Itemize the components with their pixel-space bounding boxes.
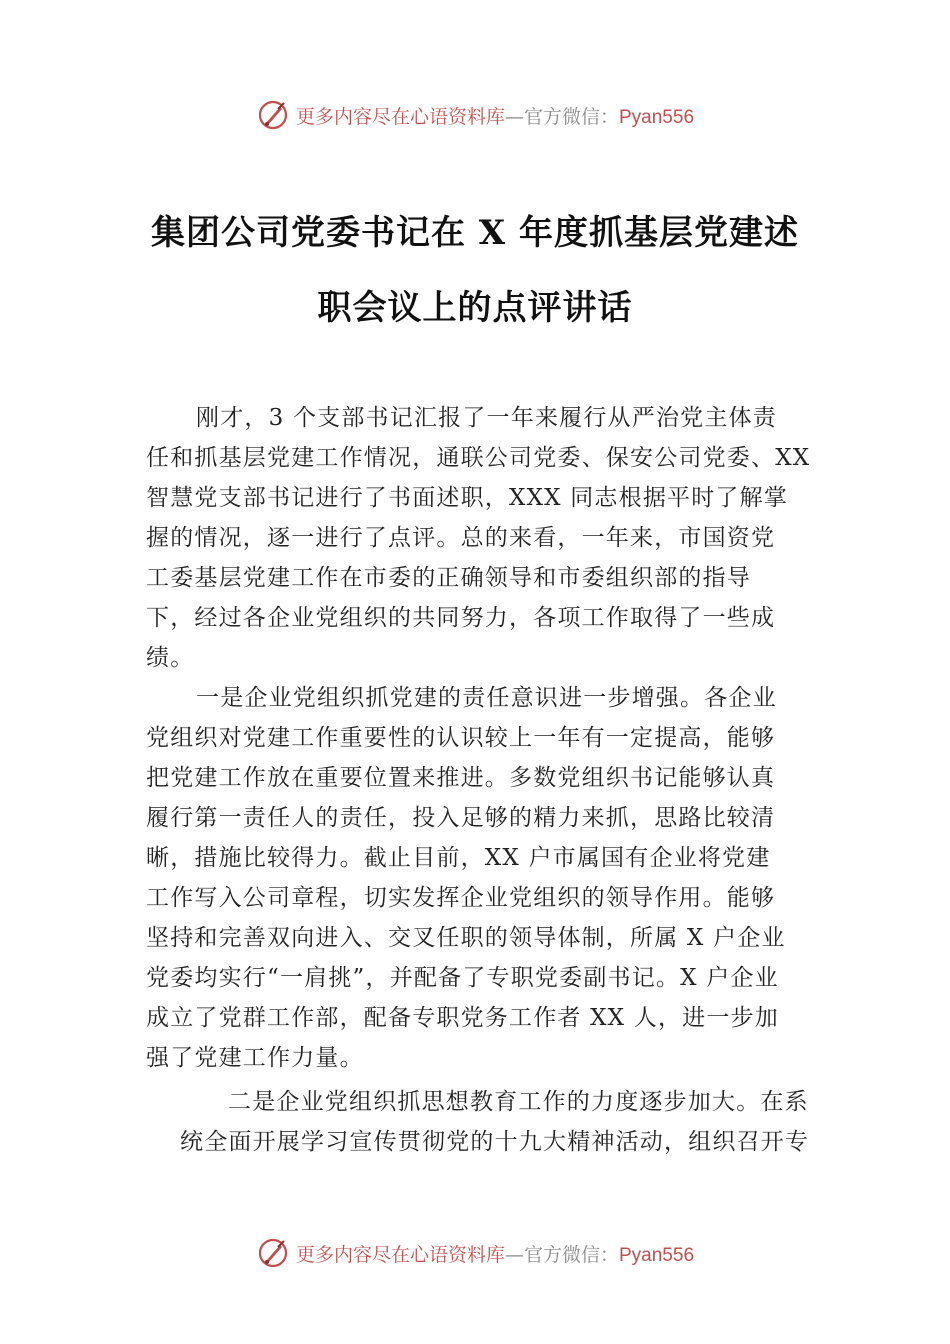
watermark-id: Pyan556 [619,106,695,128]
watermark-main: 更多内容尽在心语资料库 [295,1243,505,1266]
quill-logo-icon [256,1236,290,1270]
watermark-label: 官方微信： [523,1243,619,1266]
body-line: 下，经过各企业党组织的共同努力，各项工作取得了一些成 [146,605,776,631]
body-line: 把党建工作放在重要位置来推进。多数党组织书记能够认真 [146,765,776,791]
body-line: 履行第一责任人的责任，投入足够的精力来抓，思路比较清 [146,805,776,831]
body-line: 工作写入公司章程，切实发挥企业党组织的领导作用。能够 [146,885,776,911]
body-line: 工委基层党建工作在市委的正确领导和市委组织部的指导 [146,565,751,591]
document-title-line-1: 集团公司党委书记在 X 年度抓基层党建述 [150,213,800,253]
body-line: 绩。 [146,645,195,671]
watermark-label: 官方微信： [523,105,619,128]
footer-watermark [0,1233,950,1273]
body-line: 强了党建工作力量。 [146,1045,364,1071]
watermark-dash: — [504,105,524,128]
watermark-text [296,1240,694,1267]
body-line: 刚才，3 个支部书记汇报了一年来履行从严治党主体责 [196,405,777,431]
body-line: 统全面开展学习宣传贯彻党的十九大精神活动，组织召开专 [180,1129,810,1155]
body-line: 握的情况，逐一进行了点评。总的来看，一年来，市国资党 [146,525,776,551]
body-line: 成立了党群工作部，配备专职党务工作者 XX 人，进一步加 [146,1005,779,1031]
body-line: 党组织对党建工作重要性的认识较上一年有一定提高，能够 [146,725,776,751]
body-line: 党委均实行“一肩挑”，并配备了专职党委副书记。X 户企业 [146,965,779,991]
body-line: 一是企业党组织抓党建的责任意识进一步增强。各企业 [196,685,777,711]
body-line: 晰，措施比较得力。截止目前，XX 户市属国有企业将党建 [146,845,771,871]
watermark-dash: — [504,1243,524,1266]
quill-logo-icon [256,98,290,132]
body-line: 智慧党支部书记进行了书面述职，XXX 同志根据平时了解掌 [146,485,789,511]
watermark-text [296,102,694,129]
watermark-id: Pyan556 [619,1244,695,1266]
watermark-main: 更多内容尽在心语资料库 [295,105,505,128]
body-line: 二是企业党组织抓思想教育工作的力度逐步加大。在系 [228,1089,809,1115]
body-line: 坚持和完善双向进入、交叉任职的领导体制，所属 X 户企业 [146,925,786,951]
document-title-line-2: 职会议上的点评讲话 [317,288,633,328]
header-watermark [0,95,950,135]
body-line: 任和抓基层党建工作情况，通联公司党委、保安公司党委、XX [146,445,811,471]
